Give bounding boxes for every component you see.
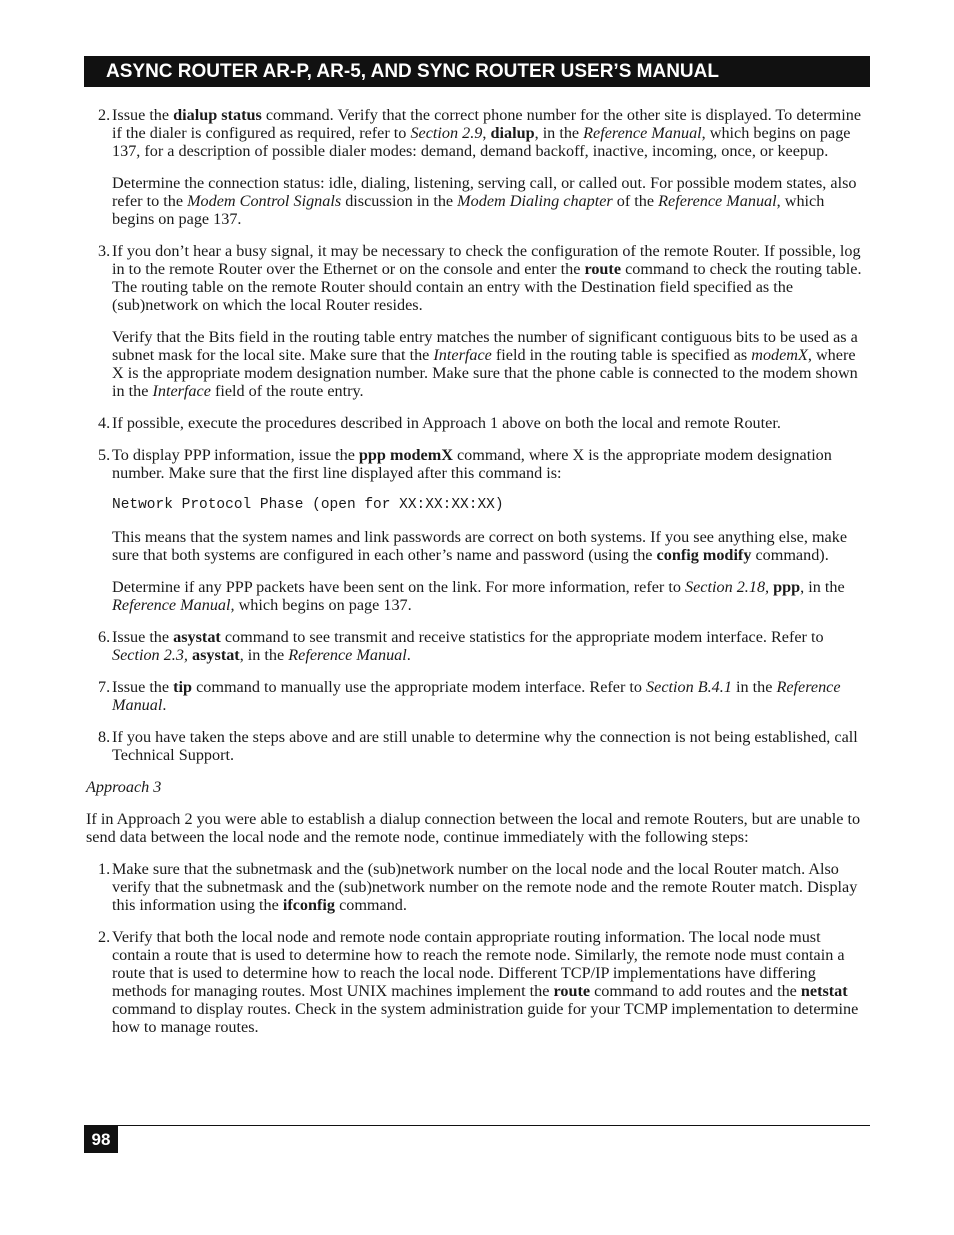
list-number: 6. — [98, 628, 111, 646]
command-name: route — [584, 260, 622, 278]
list-item — [86, 446, 870, 614]
section-heading: Approach 3 — [86, 778, 162, 796]
list-number: 4. — [98, 414, 111, 432]
paragraph: Issue the dialup status command. Verify that the correct phone number for the other site is displayed. To determine if the dialer is configured as required, refer to Section 2.9, dialup, in the Reference Manual, which begins on page 137, for a description of possible dialer modes: demand, demand backoff, inactive, incoming, once, or keepup. — [112, 106, 862, 160]
paragraph: If possible, execute the procedures described in Approach 1 above on both the local and remote Router. — [112, 414, 781, 432]
command-name: config modify — [656, 546, 752, 564]
list-number: 2. — [98, 928, 111, 946]
paragraph: If you have taken the steps above and are still unable to determine why the connection is not being established, call Technical Support. — [112, 728, 858, 764]
command-name: ppp modemX — [358, 446, 453, 464]
paragraph: If you don’t hear a busy signal, it may be necessary to check the configuration of the remote Router. If possible, log in to the remote Router over the Ethernet or on the console and enter the route command to check the routing table. The routing table on the remote Router should contain an entry with the Destination field specified as the (sub)network on which the local Router resides. — [112, 242, 862, 314]
page-header: ASYNC ROUTER AR-P, AR-5, AND SYNC ROUTER USER’S MANUAL — [84, 56, 870, 87]
section-ref: Section 2.9 — [410, 124, 483, 142]
paragraph: To display PPP information, issue the ppp modemX command, where X is the appropriate modem designation number. Make sure that the first line displayed after this command is: — [112, 446, 832, 482]
list-number: 8. — [98, 728, 111, 746]
list-item — [86, 106, 870, 228]
paragraph: Determine the connection status: idle, dialing, listening, serving call, or called out. For possible modem states, also refer to the Modem Control Signals discussion in the Modem Dialing chapter of the Reference Manual, which begins on page 137. — [112, 174, 857, 228]
paragraph: Issue the asystat command to see transmit and receive statistics for the appropriate modem interface. Refer to Section 2.3, asystat, in the Reference Manual. — [112, 628, 824, 664]
command-name: route — [553, 982, 591, 1000]
command-name: asystat — [192, 646, 240, 664]
paragraph: Issue the tip command to manually use the appropriate modem interface. Refer to Section B.4.1 in the Reference Manual. — [112, 678, 841, 714]
manual-ref: Reference Manual — [583, 124, 702, 142]
paragraph: If in Approach 2 you were able to establish a dialup connection between the local and remote Routers, but are unable to send data between the local node and the remote node, continue immediately with the following steps: — [86, 810, 861, 846]
command-name: netstat — [800, 982, 848, 1000]
command-name: dialup — [490, 124, 535, 142]
list-item — [86, 860, 870, 914]
paragraph: Make sure that the subnetmask and the (sub)network number on the local node and the local Router match. Also verify that the subnetmask and the (sub)network number on the remote node and the remote Router match. Display this information using the ifconfig command. — [112, 860, 858, 914]
list-item — [86, 414, 870, 432]
paragraph: Determine if any PPP packets have been sent on the link. For more information, refer to Section 2.18, ppp, in the Reference Manual, which begins on page 137. — [112, 578, 845, 614]
list-item — [86, 628, 870, 664]
paragraph: This means that the system names and link passwords are correct on both systems. If you see anything else, make sure that both systems are configured in each other’s name and password (using the config modify command). — [112, 528, 848, 564]
paragraph: Verify that the Bits field in the routing table entry matches the number of significant contiguous bits to be used as a subnet mask for the local site. Make sure that the Interface field in the routing table is specified as modemX, where X is the appropriate modem designation number. Make sure that the phone cable is connected to the modem shown in the Interface field of the route entry. — [112, 328, 858, 400]
list-number: 1. — [98, 860, 111, 878]
command-name: ifconfig — [282, 896, 336, 914]
command-name: dialup status — [173, 106, 262, 124]
list-number: 3. — [98, 242, 111, 260]
command-name: asystat — [173, 628, 221, 646]
page-number: 98 — [84, 1126, 118, 1153]
list-item — [86, 928, 870, 1036]
document-body — [86, 106, 870, 1050]
paragraph: Verify that both the local node and remote node contain appropriate routing information. The local node must contain a route that is used to determine how to reach the remote node. Similarly, the remote node must contain a route that is used to determine how to reach the local node. Different TCP/IP implementations have differing methods for managing routes. Most UNIX machines implement the route command to add routes and the netstat command to display routes. Check in the system administration guide for your TCMP implementation to determine how to manage routes. — [112, 928, 859, 1036]
list-number: 5. — [98, 446, 111, 464]
command-name: ppp — [773, 578, 801, 596]
list-item — [86, 728, 870, 764]
command-name: tip — [173, 678, 193, 696]
list-item — [86, 678, 870, 714]
list-item — [86, 242, 870, 400]
footer-rule — [84, 1125, 870, 1126]
list-number: 7. — [98, 678, 111, 696]
list-number: 2. — [98, 106, 111, 124]
code-line: Network Protocol Phase (open for XX:XX:XX:XX) — [112, 497, 504, 513]
